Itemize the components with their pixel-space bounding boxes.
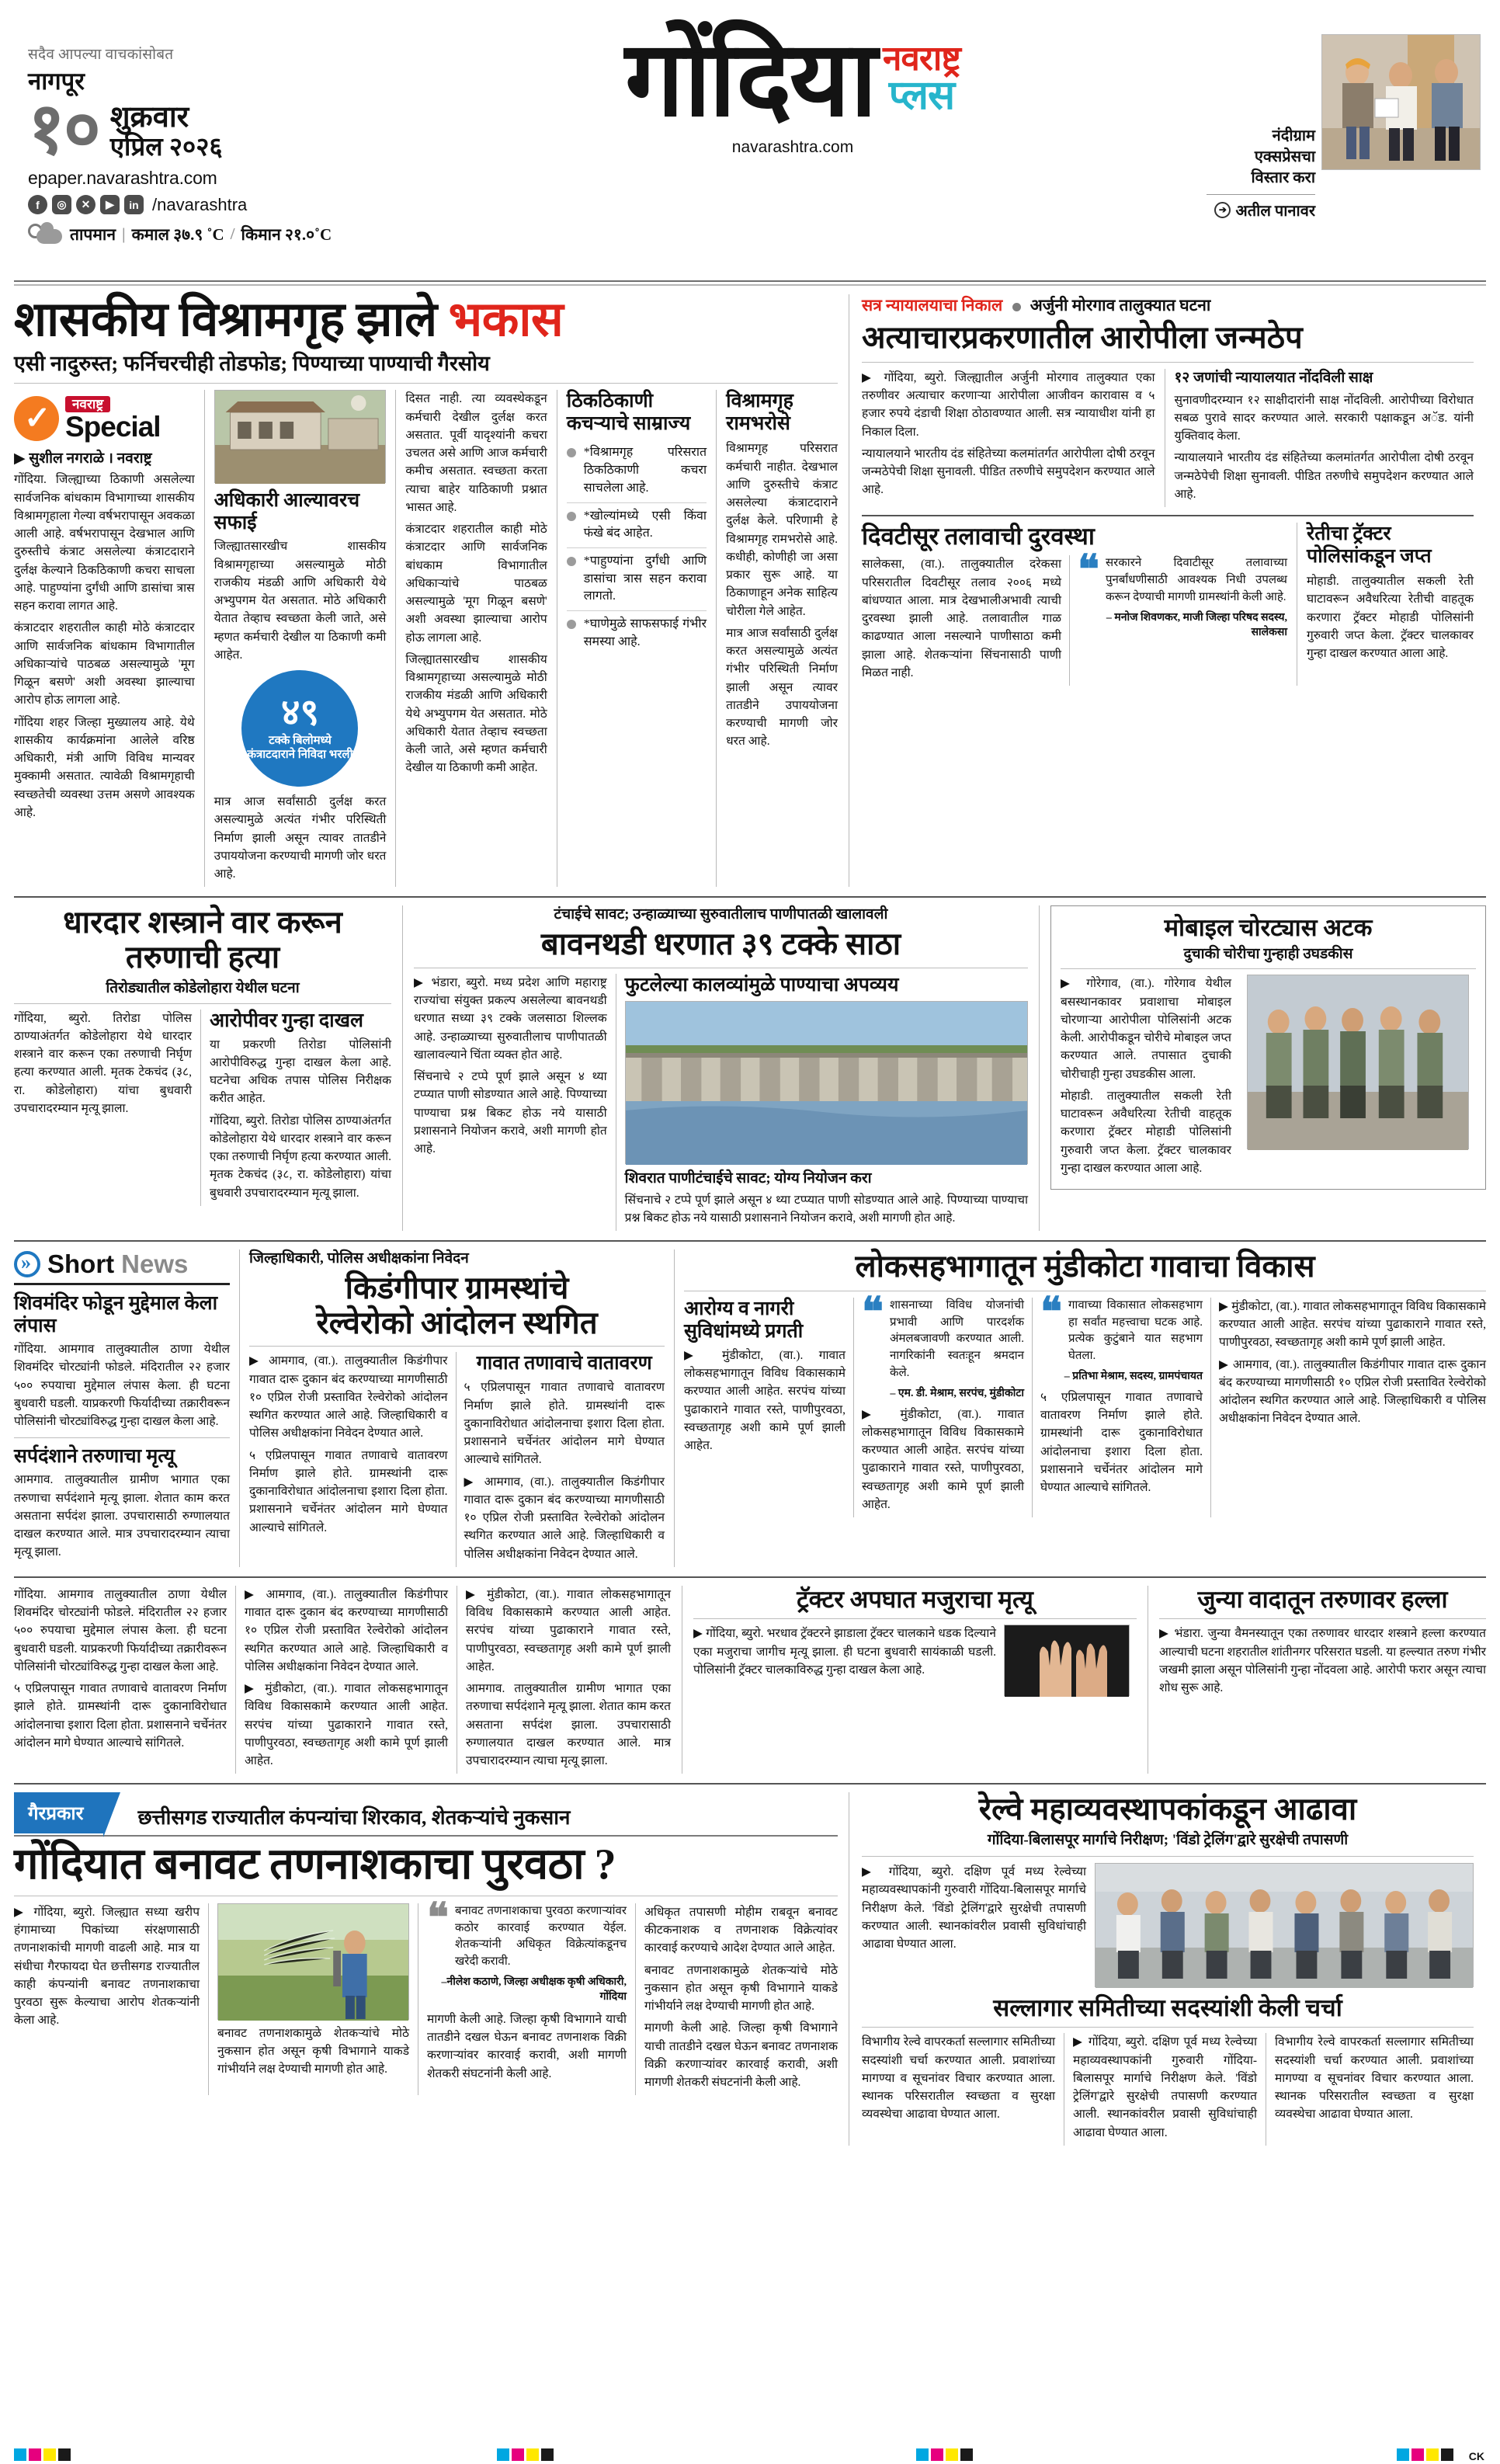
lead-para-3: गोंदिया शहर जिल्हा मुख्यालय आहे. येथे शासकीय कार्यक्रमांना आलेले वरिष्ठ अधिकारी, मंत्री आणि विविध मान्यवर मुक्कामी असतात. त्यावेळी विश्रामगृहाची स्वच्छतेची व्यवस्था उत्तम असणे आवश्यक आहे.	[14, 715, 195, 819]
right-subhead: १२ जणांची न्यायालयात नोंदविली साक्ष	[1174, 369, 1373, 386]
row2-c3-title: मोबाइल चोरट्यास अटक	[1164, 914, 1373, 942]
page-arrow-icon: ➔	[1214, 202, 1231, 218]
cmyk-cyan	[916, 2448, 929, 2461]
row4-t2-body: ▶ भंडारा. जुन्या वैमनस्यातून एका तरुणावर धारदार शस्त्राने हल्ला करण्यात आल्याची घटना शहरातील शांतीनगर परिसरात घडली. या हल्ल्यात तरुण गंभीर जखमी झाला असून पोलिसांनी गुन्हा नोंदवला आहे. आरोपी फरार असून त्याचा शोध सुरू आहे.	[1159, 1627, 1486, 1695]
logo-badge	[883, 42, 960, 129]
row-4	[14, 1586, 1486, 1774]
railway-subhead-2: सल्लागार समितीच्या सदस्यांशी केली चर्चा	[993, 1994, 1342, 2022]
row3-c4-body-b: ▶ मुंडीकोटा, (वा.). गावात लोकसहभागातून विविध विकासकामे करण्यात आली आहेत. सरपंच यांच्या पुढाकाराने गावात रस्ते, पाणीपुरवठा, स्वच्छतागृह अशी कामे पूर्ण झाली आहेत.	[862, 1407, 1024, 1511]
weather-strip	[28, 222, 379, 247]
bottom-block	[14, 1792, 1486, 2145]
row4-spill-1b: ५ एप्रिलपासून गावात तणावाचे वातावरण निर्माण झाले होते. ग्रामस्थांनी दारू दुकानाविरोधात आंदोलनाचा इशारा दिला होता. प्रशासनाने चर्चेनंतर आंदोलन मागे घेण्यात आल्याचे सांगितले.	[14, 1682, 227, 1750]
police-photo-illustration	[1248, 975, 1468, 1150]
quote-mark-icon: ❝	[1040, 1290, 1062, 1335]
logo-badge-bottom: प्लस	[888, 74, 955, 119]
edition-city: नागपूर	[28, 68, 85, 95]
bottom-left	[14, 1792, 849, 2145]
cmyk-black	[541, 2448, 554, 2461]
cmyk-yellow	[1426, 2448, 1439, 2461]
kicker-red-text: सत्र न्यायालयाचा निकाल	[862, 296, 1003, 315]
lead-story-left	[14, 294, 849, 887]
cmyk-bars-center-2	[916, 2448, 973, 2461]
row3-quote-2-attr: – प्रतिभा मेश्राम, सदस्य, ग्रामपंचायत	[1064, 1370, 1203, 1382]
masthead-photo	[1321, 34, 1481, 170]
row2-c2-sub: फुटलेल्या कालव्यांमुळे पाण्याचा अपव्यय	[624, 974, 899, 996]
cmyk-cyan	[497, 2448, 509, 2461]
right-kicker	[862, 294, 1474, 316]
short-news-header	[14, 1249, 230, 1285]
masthead-promo[interactable]	[1207, 34, 1315, 221]
bottom-body-6: मागणी केली आहे. जिल्हा कृषी विभागाने याची तातडीने दखल घेऊन बनावट तणनाशक विक्री करणाऱ्यांवर कारवाई करावी, अशी मागणी शेतकरी संघटनांनी केली आहे.	[644, 2021, 838, 2090]
guest-house-photo-illustration	[215, 391, 386, 484]
row4-t1-title: ट्रॅक्टर अपघात मजुराचा मृत्यू	[797, 1585, 1033, 1613]
bottom-body-5: बनावट तणनाशकामुळे शेतकऱ्यांचे मोठे नुकसान होत असून कृषी विभागाने याकडे गांभीर्याने लक्ष देण्याची मागणी होत आहे.	[644, 1963, 838, 2014]
railway-inspection-photo	[1095, 1863, 1474, 1987]
right-col-1	[862, 369, 1165, 507]
railway-body-4: विभागीय रेल्वे वापरकर्ता सल्लागार समितीच्या सदस्यांशी चर्चा करण्यात आली. प्रवाशांच्या मागण्या व सूचनांवर विचार करण्यात आला. स्थानक परिसरातील स्वच्छता व सुरक्षा व्यवस्थेचा आढावा घेण्यात आला.	[1275, 2035, 1474, 2122]
section-rule-1	[14, 896, 1486, 898]
row3-c2-title-2: रेल्वेरोको आंदोलन स्थगित	[316, 1305, 598, 1340]
story2-title: दिवटीसूर तलावाची दुरवस्था	[862, 523, 1095, 551]
x-twitter-icon[interactable]: ✕	[76, 195, 95, 214]
railway-photo-illustration	[1095, 1864, 1473, 1988]
sn-item-title: शिवमंदिर फोडून मुद्देमाल केला लंपास	[14, 1293, 218, 1337]
section-rule-4	[14, 1783, 1486, 1785]
statistic-circle	[241, 670, 358, 787]
short-news-item	[14, 1445, 230, 1561]
row3-c4-body-d: ▶ मुंडीकोटा, (वा.). गावात लोकसहभागातून विविध विकासकामे करण्यात आली आहेत. सरपंच यांच्या पुढाकाराने गावात रस्ते, पाणीपुरवठा, स्वच्छतागृह अशी कामे पूर्ण झाली आहेत.	[1219, 1299, 1486, 1350]
sub-body: जिल्ह्यातसारखीच शासकीय विश्रामगृहाच्या असल्यामुळे मोठी राजकीय मंडळी आणि अधिकारी येथे अभ्युपगम येत असतात. मोठे अधिकारी येतात तेव्हाच स्वच्छता केली जाते, असे म्हणत कर्मचारी देखील या ठिकाणी कमी आहेत.	[214, 540, 387, 662]
category-band-text: छत्तीसगड राज्यातील कंपन्यांचा शिरकाव, शेतकऱ्यांचे नुकसान	[137, 1806, 571, 1830]
row2-c3-body: ▶ गोरेगाव, (वा.). गोरेगाव येथील बसस्थानकावर प्रवाशाचा मोबाइल चोरणाऱ्या आरोपीला पोलिसांनी अटक केली. आरोपीकडून चोरीचे मोबाइल जप्त करण्यात आले. तपासात दुचाकी चोरीचाही गुन्हा उघडकीस आला.	[1061, 977, 1231, 1081]
railway-subhead: गोंदिया-बिलासपूर मार्गाचे निरीक्षण; 'विंडो ट्रेलिंग'द्वारे सुरक्षेची तपासणी	[987, 1832, 1349, 1849]
logo-url[interactable]: navarashtra.com	[731, 138, 854, 157]
sn-item-body: आमगाव. तालुक्यातील ग्रामीण भागात एका तरुणाचा सर्पदंशाने मृत्यू झाला. शेतात काम करत असताना सर्पदंश झाला. उपचारासाठी रुग्णालयात दाखल करण्यात आले. मात्र उपचारादरम्यान त्याचा मृत्यू झाला.	[14, 1473, 230, 1559]
sn-item-body: गोंदिया. आमगाव तालुक्यातील ठाणा येथील शिवमंदिर चोरट्यांनी फोडले. मंदिरातील २२ हजार ५०० रुपयाचा मुद्देमाल लंपास केला. ही घटना बुधवारी घडली. याप्रकरणी फिर्यादीच्या तक्रारीवरून पोलिसांनी चोरट्यांविरुद्ध गुन्हा दाखल केला आहे.	[14, 1343, 230, 1429]
row3-c2-title-1: किडंगीपार ग्रामस्थांचे	[345, 1270, 569, 1305]
railway-body: ▶ गोंदिया, ब्युरो. दक्षिण पूर्व मध्य रेल्वेच्या महाव्यवस्थापकांनी गुरुवारी गोंदिया-बिलासपूर मार्गाचे निरीक्षण केले. 'विंडो ट्रेलिंग'द्वारे सुरक्षेची तपासणी करण्यात आली. स्थानकांवरील प्रवासी सुविधांचाही आढावा घेण्यात आला.	[862, 1865, 1086, 1951]
right-para-4: न्यायालयाने भारतीय दंड संहितेच्या कलमांतर्गत आरोपीला दोषी ठरवून जन्मठेपेची शिक्षा सुनावली. पीडित तरुणीचे समुपदेशन करण्यात आले आहे.	[1174, 451, 1474, 501]
date-day-number: १०	[28, 89, 99, 169]
lead-bullets-block	[557, 390, 716, 887]
row2-c1-body2: या प्रकरणी तिरोडा पोलिसांनी आरोपीविरुद्ध गुन्हा दाखल केला आहे. घटनेचा अधिक तपास पोलिस निरीक्षक करीत आहेत.	[210, 1037, 391, 1106]
guest-house-photo	[214, 390, 387, 483]
row2-c2-sub2: शिवरात पाणीटंचाईचे सावट; योग्य नियोजन करा	[624, 1169, 872, 1187]
lead-col3-para: दिसत नाही. त्या व्यवस्थेकडून कर्मचारी देखील दुर्लक्ष करत असतात. पूर्वी यादृश्यांनी कचरा उचलत असे आणि आज कर्मचारी कमीच असतात. स्वच्छता करता त्याचा बाहेर याठिकाणी प्रश्नात भासत आहे.	[405, 392, 547, 514]
arrow-circle-icon	[14, 1251, 40, 1277]
bottom-headline: गोंदियात बनावट तणनाशकाचा पुरवठा ?	[14, 1840, 616, 1889]
quote-mark-icon: ❝	[1078, 548, 1100, 593]
aside-body: विश्रामगृह परिसरात कर्मचारी नाहीत. देखभाल आणि दुरुस्तीचे कंत्राट असलेल्या कंत्राटदाराने दुर्लक्ष केले. परिणामी हे विश्रामगृह रामभरोसे आहे. कधीही, कोणीही जा असा प्रकार सुरू आहे. या ठिकाणाहून अनेक साहित्य चोरीला गेले आहेत.	[726, 442, 838, 618]
category-band	[14, 1792, 838, 1833]
row4-spill-3b: आमगाव. तालुक्यातील ग्रामीण भागात एका तरुणाचा सर्पदंशाने मृत्यू झाला. शेतात काम करत असताना सर्पदंश झाला. उपचारासाठी रुग्णालयात दाखल करण्यात आले. मात्र उपचारादरम्यान त्याचा मृत्यू झाला.	[466, 1682, 671, 1768]
spraying-photo-illustration	[218, 1904, 408, 2021]
row3-c4-body: ▶ मुंडीकोटा, (वा.). गावात लोकसहभागातून विविध विकासकामे करण्यात आली आहेत. सरपंच यांच्या पुढाकाराने गावात रस्ते, पाणीपुरवठा, स्वच्छतागृह अशी कामे पूर्ण झाली आहेत.	[684, 1348, 845, 1453]
weather-label: तापमान	[70, 224, 116, 244]
aside-title: विश्रामगृह रामभरोसे	[726, 391, 793, 435]
weather-separator: |	[122, 224, 126, 244]
row2-c3-body2: मोहाडी. तालुक्यातील सकली रेती घाटावरून अवैधरित्या रेतीची वाहतूक करणारा ट्रॅक्टर मोहाडी पोलिसांनी गुरुवारी जप्त केला. ट्रॅक्टर चालकावर गुन्हा दाखल करण्यात आला आहे.	[1061, 1089, 1231, 1175]
railway-body-2: विभागीय रेल्वे वापरकर्ता सल्लागार समितीच्या सदस्यांशी चर्चा करण्यात आली. प्रवाशांच्या मागण्या व सूचनांवर विचार करण्यात आला. स्थानक परिसरातील स्वच्छता व सुरक्षा व्यवस्थेचा आढावा घेण्यात आला.	[862, 2035, 1055, 2122]
cmyk-yellow	[43, 2448, 56, 2461]
row3-c4-sub: आरोग्य व नागरी सुविधांमध्ये प्रगती	[684, 1298, 804, 1342]
bullet-item: *विश्रामगृह परिसरात ठिकठिकाणी कचरा साचलेला आहे.	[567, 440, 707, 502]
right-headline: अत्याचारप्रकरणातील आरोपीला जन्मठेप	[862, 320, 1303, 355]
cmyk-bars-center	[497, 2448, 554, 2461]
hands-photo	[1004, 1625, 1130, 1696]
right-col-2	[1165, 369, 1474, 507]
lead-col-3	[395, 390, 556, 887]
lead-subhead: एसी नादुरुस्त; फर्निचरचीही तोडफोड; पिण्याच्या पाण्याची गैरसोय	[14, 351, 490, 375]
row4-t2-title: जुन्या वादातून तरुणावर हल्ला	[1197, 1585, 1448, 1613]
section-rule-2	[14, 1240, 1486, 1242]
row-2	[14, 905, 1486, 1231]
quote-mark-icon: ❝	[862, 1290, 884, 1335]
row2-c1-title: धारदार शस्त्राने वार करून तरुणाची हत्या	[63, 905, 342, 975]
row2-c2-kicker: टंचाईचे सावट; उन्हाळ्याच्या सुरुवातीलाच पाणीपातळी खालावली	[554, 906, 888, 923]
dam-photo	[625, 1001, 1028, 1164]
short-news-title-2: News	[121, 1249, 189, 1279]
masthead	[14, 11, 1486, 279]
sn-item-title: सर्पदंशाने तरुणाचा मृत्यू	[14, 1446, 175, 1468]
epaper-url[interactable]: epaper.navarashtra.com	[28, 167, 217, 188]
masthead-logo	[379, 11, 1207, 157]
lead-para-2: कंत्राटदार शहरातील काही मोठे कंत्राटदार आणि सार्वजनिक बांधकाम विभागातील अधिकाऱ्यांचे पाठबळ असल्यामुळे 'मूग गिळून बसणे' अशी अवस्था झाल्याचा आरोप होऊ लागला आहे.	[14, 621, 195, 707]
story2-quote	[1078, 548, 1287, 606]
weather-separator2: /	[230, 224, 235, 244]
row2-c3-sub: दुचाकी चोरीचा गुन्हाही उघडकीस	[1183, 945, 1353, 962]
date-day-name: शुक्रवार	[109, 101, 189, 134]
right-para-1: ▶ गोंदिया, ब्युरो. जिल्ह्यातील अर्जुनी मोरगाव तालुक्यात एका तरुणीवर अत्याचार करणाऱ्या आरोपीला आजीवन कारावास व ५ हजार रुपये दंडाची शिक्षा ठोठावण्यात आली. सत्र न्यायाधीश यांनी हा निकाल दिला.	[862, 370, 1155, 439]
row4-t1-body: ▶ गोंदिया, ब्युरो. भरधाव ट्रॅक्टरने झाडाला ट्रॅक्टर चालकाने धडक दिल्याने एका मजुराचा जागीच मृत्यू झाला. ही घटना बुधवारी सायंकाळी घडली. पोलिसांनी ट्रॅक्टर चालकाविरुद्ध गुन्हा दाखल केला आहे.	[693, 1627, 996, 1677]
short-news-item	[14, 1292, 230, 1430]
weather-max: कमाल ३७.९ ˚C	[131, 224, 224, 244]
lead-col2-extra: मात्र आज सर्वांसाठी दुर्लक्ष करत असल्यामुळे अत्यंत गंभीर परिस्थिती निर्माण झाली असून त्यावर तातडीने उपाययोजना करण्याची मागणी जोर धरत आहे.	[214, 795, 387, 881]
spraying-photo	[217, 1903, 409, 2020]
byline: ▶ सुशील नगराळे । नवराष्ट्र	[14, 450, 152, 467]
youtube-icon[interactable]: ▶	[100, 195, 120, 214]
right-para-3: सुनावणीदरम्यान १२ साक्षीदारांनी साक्ष नोंदविली. आरोपीच्या विरोधात सबळ पुरावे सादर करण्यात आले. सरकारी पक्षाकडून अॅड. यांनी युक्तिवाद केला.	[1174, 393, 1474, 443]
instagram-icon[interactable]: ◎	[52, 195, 71, 214]
cmyk-cyan	[1397, 2448, 1409, 2461]
story3-title-line1: रेतीचा ट्रॅक्टर	[1307, 523, 1391, 545]
felicitation-photo-illustration	[1322, 35, 1480, 169]
cmyk-magenta	[29, 2448, 41, 2461]
row4-spill-1: गोंदिया. आमगाव तालुक्यातील ठाणा येथील शिवमंदिर चोरट्यांनी फोडले. मंदिरातील २२ हजार ५०० रुपयाचा मुद्देमाल लंपास केला. ही घटना बुधवारी घडली. याप्रकरणी फिर्यादीच्या तक्रारीवरून पोलिसांनी चोरट्यांविरुद्ध गुन्हा दाखल केला आहे.	[14, 1587, 227, 1673]
promo-line-3: विस्तार करा	[1251, 169, 1315, 186]
row-3	[14, 1249, 1486, 1567]
cmyk-black	[1441, 2448, 1453, 2461]
category-chip: गैरप्रकार	[14, 1792, 103, 1833]
facebook-icon[interactable]: f	[28, 195, 47, 214]
dam-photo-illustration	[626, 1002, 1027, 1165]
bottom-quote	[427, 1896, 627, 1971]
lead-headline: शासकीय विश्रामगृह झाले भकास	[14, 294, 564, 346]
cmyk-magenta	[1411, 2448, 1424, 2461]
row2-c2-body: ▶ भंडारा, ब्युरो. मध्य प्रदेश आणि महाराष्ट्र राज्यांचा संयुक्त प्रकल्प असलेल्या बावनथडी धरणात सध्या ३९ टक्के जलसाठा शिल्लक आहे. उन्हाळ्याच्या सुरुवातीलाच पाणीपातळी खालावल्याने चिंता व्यक्त होत आहे.	[414, 975, 607, 1062]
lead-para-1: गोंदिया. जिल्ह्याच्या ठिकाणी असलेल्या सार्वजनिक बांधकाम विभागाच्या शासकीय विश्रामगृहाला गेल्या वर्षभरापासून अवकळा आली आहे. वर्षभरापासून देखभाल आणि दुरुस्तीचे कंत्राट असलेल्या कंत्राटदाराने दुर्लक्ष केल्याने ठिकठिकाणी कचरा साचला आहे. पाहुण्यांना दुर्गंधी आणि डासांचा त्रास सहन करावा लागत आहे.	[14, 473, 195, 613]
cmyk-magenta	[931, 2448, 943, 2461]
linkedin-icon[interactable]: in	[124, 195, 144, 214]
bottom-body-2: बनावट तणनाशकामुळे शेतकऱ्यांचे मोठे नुकसान होत असून कृषी विभागाने याकडे गांभीर्याने लक्ष देण्याची मागणी होत आहे.	[217, 2026, 409, 2077]
row2-c2-body2: सिंचनाचे २ टप्पे पूर्ण झाले असून ४ थ्या टप्प्यात पाणी सोडण्यात आले आहे. पिण्याच्या पाण्याचा प्रश्न बिकट होऊ नये यासाठी प्रशासनाने नियोजन करावे, अशी मागणी होत आहे.	[624, 1193, 1028, 1225]
bullet-item: *खोल्यांमध्ये एसी किंवा फंखे बंद आहेत.	[567, 503, 707, 548]
bottom-body-4: अधिकृत तपासणी मोहीम राबवून बनावट कीटकनाशक व तणनाशक विक्रेत्यांवर कारवाई करण्याचे आदेश देण्यात आले आहेत.	[644, 1905, 838, 1955]
bullet-item: *पाहुण्यांना दुर्गंधी आणि डासांचा त्रास सहन करावा लागतो.	[567, 548, 707, 611]
lead-col-2	[204, 390, 396, 887]
story-railroko	[239, 1249, 674, 1567]
quote-mark-icon: ❝	[427, 1896, 449, 1941]
railway-headline: रेल्वे महाव्यवस्थापकांकडून आढावा	[978, 1792, 1357, 1827]
row3-c2-kicker: जिल्हाधिकारी, पोलिस अधीक्षकांना निवेदन	[249, 1250, 469, 1267]
row4-spill	[14, 1586, 682, 1774]
aside-body-2: मात्र आज सर्वांसाठी दुर्लक्ष करत असल्यामुळे अत्यंत गंभीर परिस्थिती निर्माण झाली असून त्यावर तातडीने उपाययोजना करण्याची मागणी जोर धरत आहे.	[726, 626, 838, 749]
row2-c1-sub2: आरोपीवर गुन्हा दाखल	[210, 1010, 364, 1031]
bottom-quote-attr: –नीलेश कठाणे, जिल्हा अधीक्षक कृषी अधिकारी, गोंदिया	[441, 1976, 627, 2003]
row3-c4-title: लोकसहभागातून मुंडीकोटा गावाचा विकास	[855, 1249, 1315, 1284]
story-tractor-accident	[682, 1586, 1148, 1774]
row2-c2-body-x: सिंचनाचे २ टप्पे पूर्ण झाले असून ४ थ्या टप्प्यात पाणी सोडण्यात आले आहे. पिण्याच्या पाण्याचा प्रश्न बिकट होऊ नये यासाठी प्रशासनाने नियोजन करावे, अशी मागणी होत आहे.	[414, 1070, 607, 1156]
bullets-title: ठिकठिकाणी कचऱ्याचे साम्राज्य	[566, 391, 691, 435]
bottom-body-3: मागणी केली आहे. जिल्हा कृषी विभागाने याची तातडीने दखल घेऊन बनावट तणनाशक विक्री करणाऱ्यांवर कारवाई करावी, अशी मागणी शेतकरी संघटनांनी केली आहे.	[427, 2012, 627, 2080]
cmyk-black	[960, 2448, 973, 2461]
story-attack	[1148, 1586, 1486, 1774]
cmyk-magenta	[512, 2448, 524, 2461]
bottom-right	[849, 1792, 1474, 2145]
lead-block	[14, 294, 1486, 887]
statistic-text: टक्के बिलोमध्ये कंत्राटदाराने निविदा भरली	[247, 735, 353, 762]
story2-body: सालेकसा, (वा.). तालुक्यातील दरेकसा परिसरातील दिवटीसूर तलाव २००६ मध्ये बांधण्यात आला. मात्र देखभालीअभावी त्याची दुरवस्था झाली आहे. तलावातील गाळ काढण्यात आला नसल्याने पाणीसाठा कमी झाला आहे. शेतकऱ्यांना सिंचनासाठी पाणी मिळत नाही.	[862, 558, 1062, 679]
tagline: सदैव आपल्या वाचकांसोबत	[28, 47, 174, 63]
page-code: CK	[1468, 2450, 1484, 2462]
bottom-quote-text: बनावट तणनाशकाचा पुरवठा करणाऱ्यांवर कठोर कारवाई करण्यात येईल. शेतकऱ्यांनी अधिकृत विक्रेत्यांकडूनच खरेदी करावी.	[454, 1904, 627, 1969]
cmyk-yellow	[526, 2448, 539, 2461]
masthead-left	[14, 11, 379, 247]
hands-photo-illustration	[1005, 1625, 1129, 1697]
logo-title: गोंदिया	[625, 23, 875, 138]
row3-quote-2	[1040, 1290, 1203, 1365]
story-divtisur	[862, 523, 1297, 686]
special-badge-brand: नवराष्ट्र	[65, 396, 110, 412]
row2-c2-title: बावनथडी धरणात ३९ टक्के साठा	[540, 926, 901, 962]
row2-c1-sub: तिरोड्यातील कोडेलोहारा येथील घटना	[106, 979, 300, 996]
cmyk-bars-right	[1397, 2448, 1453, 2461]
row3-c4-body-c: ५ एप्रिलपासून गावात तणावाचे वातावरण निर्माण झाले होते. ग्रामस्थांनी दारू दुकानाविरोधात आंदोलनाचा इशारा दिला होता. प्रशासनाने चर्चेनंतर आंदोलन मागे घेण्यात आल्याचे सांगितले.	[1040, 1390, 1203, 1495]
masthead-right	[1207, 11, 1486, 221]
row3-c3-body: ५ एप्रिलपासून गावात तणावाचे वातावरण निर्माण झाले होते. ग्रामस्थांनी दारू दुकानाविरोधात आंदोलनाचा इशारा दिला होता. प्रशासनाने चर्चेनंतर आंदोलन मागे घेण्यात आल्याचे सांगितले.	[464, 1381, 665, 1467]
railway-body-3: ▶ गोंदिया, ब्युरो. दक्षिण पूर्व मध्य रेल्वेच्या महाव्यवस्थापकांनी गुरुवारी गोंदिया-बिलासपूर मार्गाचे निरीक्षण केले. 'विंडो ट्रेलिंग'द्वारे सुरक्षेची तपासणी करण्यात आली. स्थानकांवरील प्रवासी सुविधांचाही आढावा घेण्यात आला.	[1073, 2035, 1257, 2139]
promo-page-ref: अतील पानावर	[1235, 203, 1315, 220]
special-badge-label: Special	[65, 411, 161, 443]
story-dam	[402, 905, 1039, 1231]
social-handle: /navarashtra	[152, 194, 248, 214]
row3-c2-body2: ५ एप्रिलपासून गावात तणावाचे वातावरण निर्माण झाले होते. ग्रामस्थांनी दारू दुकानाविरोधात आंदोलनाचा इशारा दिला होता. प्रशासनाने चर्चेनंतर आंदोलन मागे घेण्यात आल्याचे सांगितले.	[249, 1448, 448, 1534]
statistic-number: ४९	[281, 693, 319, 734]
short-news-column	[14, 1249, 239, 1567]
check-mark-icon	[14, 396, 59, 441]
story-mobile-theft	[1039, 905, 1486, 1231]
lead-col3-para-3: जिल्ह्यातसारखीच शासकीय विश्रामगृहाच्या असल्यामुळे मोठी राजकीय मंडळी आणि अधिकारी येथे अभ्युपगम येत असतात. मोठे अधिकारी येतात तेव्हाच स्वच्छता केली जाते, असे म्हणत कर्मचारी देखील या ठिकाणी कमी आहेत.	[405, 652, 547, 775]
navarashtra-special-badge	[14, 396, 195, 441]
cmyk-bars-left	[14, 2448, 71, 2461]
row3-c3-body2: ▶ आमगाव, (वा.). तालुक्यातील किडंगीपार गावात दारू दुकान बंद करण्याच्या मागणीसाठी १० एप्रिल रोजी प्रस्तावित रेल्वेरोको आंदोलन स्थगित करण्यात आले आहे. जिल्हाधिकारी व पोलिस अधीक्षकांना निवेदन देण्यात आले.	[464, 1475, 665, 1561]
row4-spill-2: ▶ आमगाव, (वा.). तालुक्यातील किडंगीपार गावात दारू दुकान बंद करण्याच्या मागणीसाठी १० एप्रिल रोजी प्रस्तावित रेल्वेरोको आंदोलन स्थगित करण्यात आले आहे. जिल्हाधिकारी व पोलिस अधीक्षकांना निवेदन देण्यात आले.	[245, 1587, 448, 1673]
story-reti-tractor	[1297, 523, 1474, 686]
lead-col-1	[14, 390, 204, 887]
story2-quote-attribution: – मनोज शिवणकर, माजी जिल्हा परिषद सदस्य, सालेकसा	[1106, 611, 1287, 638]
story3-body: मोहाडी. तालुक्यातील सकली रेती घाटावरून अवैधरित्या रेतीची वाहतूक करणारा ट्रॅक्टर मोहाडी पोलिसांनी गुरुवारी जप्त केला. ट्रॅक्टर चालकावर गुन्हा दाखल करण्यात आला आहे.	[1307, 575, 1474, 661]
row4-spill-3: ▶ मुंडीकोटा, (वा.). गावात लोकसहभागातून विविध विकासकामे करण्यात आली आहेत. सरपंच यांच्या पुढाकाराने गावात रस्ते, पाणीपुरवठा, स्वच्छतागृह अशी कामे पूर्ण झाली आहेत.	[466, 1587, 671, 1673]
row4-spill-2b: ▶ मुंडीकोटा, (वा.). गावात लोकसहभागातून विविध विकासकामे करण्यात आली आहेत. सरपंच यांच्या पुढाकाराने गावात रस्ते, पाणीपुरवठा, स्वच्छतागृह अशी कामे पूर्ण झाली आहेत.	[245, 1682, 448, 1768]
dateline	[28, 89, 379, 169]
promo-line-2: एक्सप्रेसचा	[1254, 148, 1315, 165]
row3-c3-title: गावात तणावाचे वातावरण	[476, 1353, 652, 1374]
sub-headline-clean: अधिकारी आल्यावरच सफाई	[214, 490, 360, 534]
weather-min: किमान २१.०˚C	[241, 224, 332, 244]
story-mundikota	[674, 1249, 1486, 1567]
police-arrest-photo	[1247, 975, 1469, 1149]
logo-badge-top: नवराष्ट्र	[882, 40, 960, 78]
cmyk-black	[58, 2448, 71, 2461]
row3-quote-2-text: गावाच्या विकासात लोकसहभाग हा सर्वांत महत्त्वाचा घटक आहे. प्रत्येक कुटुंबाने यात सहभाग घेतला.	[1068, 1298, 1203, 1363]
lead-story-right	[849, 294, 1474, 887]
promo-line-1: नंदीग्राम	[1272, 127, 1315, 144]
row3-c4-body-e: ▶ आमगाव, (वा.). तालुक्यातील किडंगीपार गावात दारू दुकान बंद करण्याच्या मागणीसाठी १० एप्रिल रोजी प्रस्तावित रेल्वेरोको आंदोलन स्थगित करण्यात आले आहे. जिल्हाधिकारी व पोलिस अधीक्षकांना निवेदन देण्यात आले.	[1219, 1357, 1486, 1426]
lead-col3-para-2: कंत्राटदार शहरातील काही मोठे कंत्राटदार आणि सार्वजनिक बांधकाम विभागातील अधिकाऱ्यांचे पाठबळ असल्यामुळे 'मूग गिळून बसणे' अशी अवस्था झाल्याचा आरोप होऊ लागला आहे.	[405, 523, 547, 645]
cmyk-yellow	[946, 2448, 958, 2461]
bullet-dot-icon	[1012, 303, 1021, 311]
cmyk-cyan	[14, 2448, 26, 2461]
section-rule-3	[14, 1576, 1486, 1578]
date-month-year: एप्रिल २०२६	[109, 133, 223, 162]
row3-c2-body: ▶ आमगाव, (वा.). तालुक्यातील किडंगीपार गावात दारू दुकान बंद करण्याच्या मागणीसाठी १० एप्रिल रोजी प्रस्तावित रेल्वेरोको आंदोलन स्थगित करण्यात आले आहे. जिल्हाधिकारी व पोलिस अधीक्षकांना निवेदन देण्यात आले.	[249, 1354, 448, 1441]
sun-cloud-icon	[28, 222, 64, 247]
story2-quote-text: सरकारने दिवाटीसूर तलावाच्या पुनर्बांधणीसाठी आवश्यक निधी उपलब्ध करून देण्याची मागणी ग्रामस्थांनी केली आहे.	[1106, 557, 1287, 603]
row3-quote-1-attr: – एम. डी. मेश्राम, सरपंच, मुंडीकोटा	[890, 1387, 1024, 1399]
row2-c1-body3: गोंदिया, ब्युरो. तिरोडा पोलिस ठाण्याअंतर्गत कोडेलोहारा येथे धारदार शस्त्राने वार करून एका तरुणाची निर्घृण हत्या करण्यात आली. मृतक टेकचंद (३८, रा. कोडेलोहारा) यांचा बुधवारी उपचारादरम्यान मृत्यू झाला.	[210, 1114, 391, 1200]
bottom-body-1: ▶ गोंदिया, ब्युरो. जिल्ह्यात सध्या खरीप हंगामाच्या पिकांच्या संरक्षणासाठी तणनाशकांची मागणी वाढली आहे. मात्र या संधीचा गैरफायदा घेत छत्तीसगड राज्यातील काही कंपन्यांनी बनावट तणनाशकाचा पुरवठा सुरू केल्याचा आरोप शेतकऱ्यांनी केला आहे.	[14, 1905, 200, 2028]
right-para-2: न्यायालयाने भारतीय दंड संहितेच्या कलमांतर्गत आरोपीला दोषी ठरवून जन्मठेपेची शिक्षा सुनावली. पीडित तरुणीचे समुपदेशन करण्यात आले आहे.	[862, 447, 1155, 497]
masthead-rule-2	[14, 285, 1486, 288]
bullets-list	[567, 440, 707, 655]
lead-aside-block	[716, 390, 838, 887]
story3-title-line2: पोलिसांकडून जप्त	[1307, 546, 1432, 568]
row3-quote-1	[862, 1290, 1024, 1382]
kicker-rest-text: अर्जुनी मोरगाव तालुक्यात घटना	[1030, 296, 1211, 315]
row3-quote-1-text: शासनाच्या विविध योजनांची प्रभावी आणि पारदर्शक अंमलबजावणी करण्यात आली. नागरिकांनी स्वतःहून श्रमदान केले.	[889, 1298, 1024, 1379]
story-murder	[14, 905, 402, 1231]
social-links	[28, 195, 379, 215]
short-news-title: Short	[47, 1249, 115, 1279]
row2-c1-body: गोंदिया, ब्युरो. तिरोडा पोलिस ठाण्याअंतर्गत कोडेलोहारा येथे धारदार शस्त्राने वार करून एका तरुणाची निर्घृण हत्या करण्यात आली. मृतक टेकचंद (३८, रा. कोडेलोहारा) यांचा बुधवारी उपचारादरम्यान मृत्यू झाला.	[14, 1011, 192, 1115]
bullet-item: *घाणेमुळे साफसफाई गंभीर समस्या आहे.	[567, 611, 707, 655]
